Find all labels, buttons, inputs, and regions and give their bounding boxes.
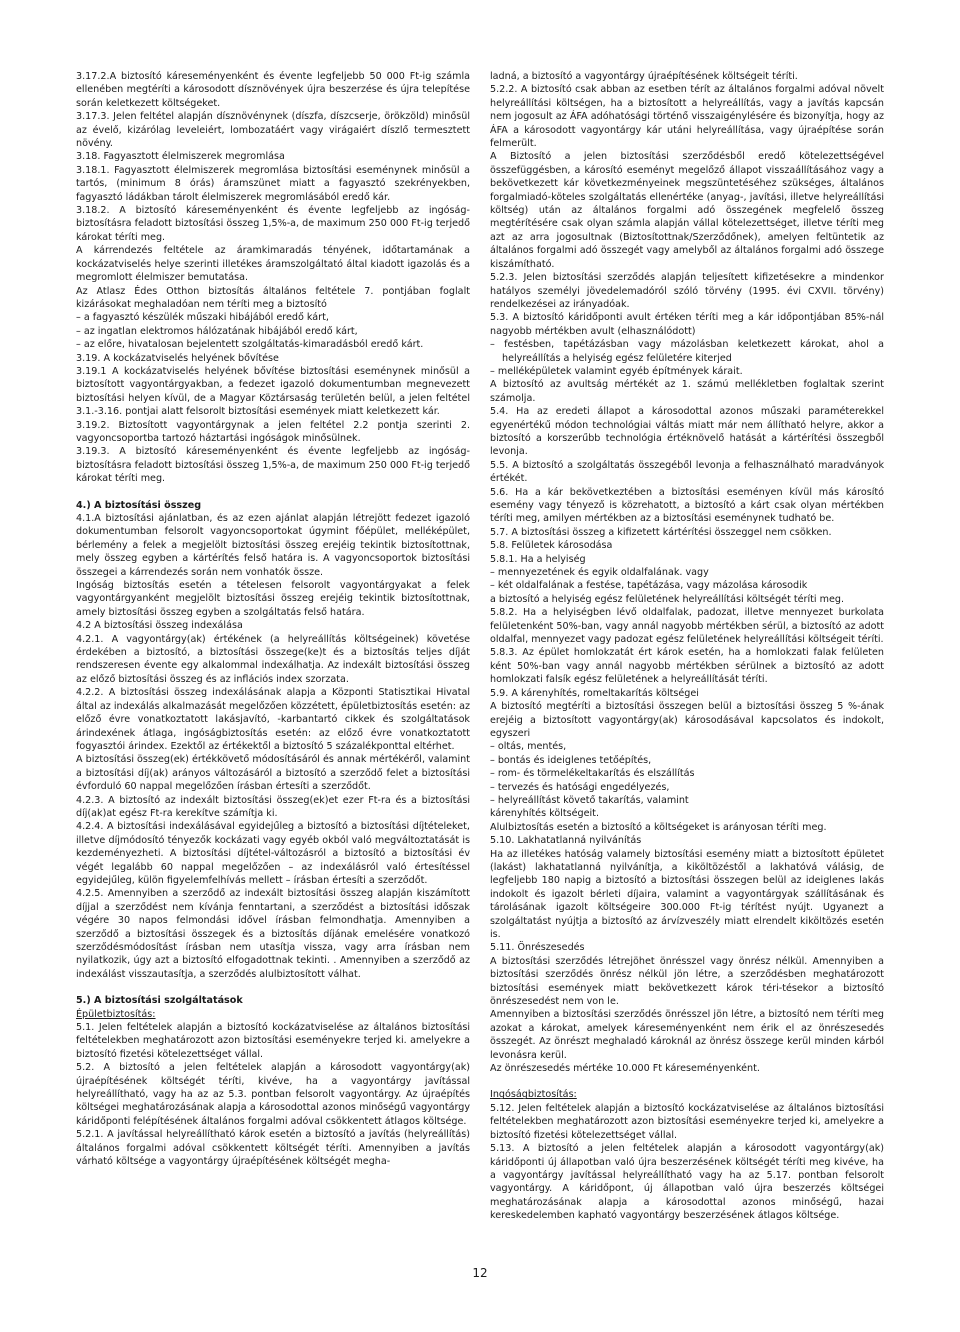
paragraph: 3.19.1 A kockázatviselés helyének bővítése biztosítási eseménynek minősül a biztosított vagyontárgyakban, a fedezet igazoló dokumentumban megnevezett biztosítási helyen kívül, de a Magyar Köztársaság területén belül, a jelen feltétel 3.1.-3.16. pontjai alatt felsorolt biztosítási események miatt keletkezett kár. <box>76 365 470 418</box>
paragraph: Amennyiben a biztosítási szerződés önrésszel jön létre, a biztosító nem téríti meg azokat a károkat, amelyek káreseményenként nem érik el az önrészesedés összegét. Az önrészt meghaladó károknál az önrész összege kerül minden kárból levonásra kerül. <box>490 1009 884 1061</box>
paragraph: Alulbiztosítás esetén a biztosító a költségeket is arányosan téríti meg. <box>490 821 827 833</box>
paragraph: 5.2. A biztosító a jelen feltételek alapján a károsodott vagyontárgy(ak) újraépítésének költségét téríti, kivéve, ha a vagyontárgy javítással helyreállítható, vagy ha az az 5.3. pontban felsorolt vagyontárgy. Az újraépítés költségei meghatározásának alapja a károsodottal azonos minőségű vagyontárgy káridőponti felépítésének általános forgalmi adóval csökkentett átlagos költsége. <box>76 1062 470 1127</box>
paragraph: 3.18.2. A biztosító káreseményenként és évente legfeljebb az ingóság-biztosításra feladott biztosítási összeg 1,5%-a, de maximum 250 000 Ft-ig terjedő károkat téríti meg. <box>76 205 470 243</box>
paragraph: 4.2.1. A vagyontárgy(ak) értékének (a helyreállítás költségeinek) követése érdekében a biztosító, a biztosítási összege(ke)t és a biztosítás teljes díját rendszeresen évente egy alkalommal indexálhatja. Az indexált biztosítási összeg az előző biztosítási összeg és az inflációs index szorzata. <box>76 633 470 685</box>
paragraph: A kárrendezés feltétele az áramkimaradás tényének, időtartamának a kockázatviselés helye szerinti illetékes áramszolgáltató által kiadott igazolás és a megromlott élelmiszer bemutatása. <box>76 245 470 284</box>
paragraph: 3.18.1. Fagyasztott élelmiszerek megromlása biztosítási eseménynek minősül a tartós, (minimum 8 órás) áramszünet miatt a fagyasztó szekrényekben, fagyasztó ládákban tárolt élelmiszerek megromlásából eredő kár. <box>76 164 470 203</box>
paragraph: 3.18. Fagyasztott élelmiszerek megromlása <box>76 151 285 163</box>
paragraph: 5.4. Ha az eredeti állapot a károsodottal azonos műszaki paraméterekkel egyenértékű módon technológiai váltás miatt már nem állítható helyre, akkor a biztosító a korszerűbb technológia értéknövelő hatását a kártérítési összegből levonja. <box>490 406 884 458</box>
paragraph: A biztosító megtéríti a biztosítási összegen belül a biztosítási összeg 5 %-ának erejéig a biztosított vagyontárgy(ak) károsodásával kapcsolatos és indokolt, egyszeri <box>490 701 884 739</box>
section-heading: 5.) A biztosítási szolgáltatások <box>76 995 243 1007</box>
list-item: – tervezés és hatósági engedélyezés, <box>490 781 670 793</box>
paragraph: 5.2.1. A javítással helyreállítható károk esetén a biztosító a javítás (helyreállítás) általános forgalmi adóval csökkentett költségét téríti. Amennyiben a javítás várható költsége a vagyontárgy újraépítésének költségét megha- <box>76 1129 470 1168</box>
list-item: – bontás és ideiglenes tetőépítés, <box>490 754 652 766</box>
paragraph: 5.8. Felületek károsodása <box>490 540 613 552</box>
page-number: 12 <box>472 1266 488 1280</box>
paragraph: Ha az illetékes hatóság valamely biztosítási esemény miatt a biztosított épületet (lakást) lakhatatlanná nyilvánítja, a kiköltözéstől a lakhatóvá válásig, de legfeljebb 180 napig a biztosító a biztosítási összegen belül az ideiglenes lakás indokolt és igazolt bérleti díjaira, valamint a vagyontárgyak szállításának és tárolásának igazolt költségeire 300.000 Ft-ig térítést nyújt. Ugyanezt a szolgáltatást nyújtja a biztosító az árvízveszély miatt elrendelt kiköltözés esetén is. <box>490 848 884 940</box>
paragraph: 4.2 A biztosítási összeg indexálása <box>76 620 243 632</box>
paragraph: ladná, a biztosító a vagyontárgy újraépítésének költségeit téríti. <box>490 71 798 82</box>
paragraph: 5.1. Jelen feltételek alapján a biztosító kockázatviselése az általános biztosítási feltételekben meghatározott azon biztosítási eseményekre terjed ki. amelyekre a biztosító fizetési kötelezettséget vállal. <box>76 1022 470 1060</box>
subsection-heading: Ingóságbiztosítás: <box>490 1089 577 1101</box>
list-item: – két oldalfalának a festése, tapétázása, vagy mázolása károsodik <box>490 580 808 592</box>
list-item: – oltás, mentés, <box>490 741 567 753</box>
paragraph: 5.8.1. Ha a helyiség <box>490 553 586 565</box>
paragraph: 5.10. Lakhatatlanná nyilvánítás <box>490 835 642 847</box>
paragraph: 3.19.3. A biztosító káreseményenként és évente legfeljebb az ingóság-biztosításra feladott biztosítási összeg 1,5%-a, de maximum 250 000 Ft-ig terjedő károkat téríti meg. <box>76 446 470 485</box>
paragraph: 5.3. A biztosító káridőponti avult értéken téríti meg a kár időpontjában 85%-nál nagyobb mértékben avult (elhasználódott) <box>490 312 884 337</box>
paragraph: 4.2.5. Amennyiben a szerződő az indexált biztosítási összeg alapján kiszámított díjjal a szerződést nem kívánja fenntartani, a szerződést a biztosítási időszak végére 30 napos felmondási idővel írásban felmondhatja. Amennyiben a szerződő a biztosítási összegek és a biztosítás díjának emelésére vonatkozó szerződésmódosítást írásban nem utasítja vissza, vagy arra írásban nem nyilatkozik, úgy azt a biztosító elfogadottnak tekinti. . Amennyiben a szerződő az indexálást visszautasítja, a szerződés alulbiztosított válhat. <box>76 888 470 980</box>
paragraph: 5.2.2. A biztosító csak abban az esetben térít az általános forgalmi adóval növelt helyreállítási költségen, ha a biztosított a helyreállítás, vagy a javítás kapcsán nem jogosult az ÁFA adóhatósági történő visszaigénylésére és bizonyítja, hogy az ÁFA a károsodott vagyontárgy kár utáni helyreállítása, vagy újraépítése során felmerült. <box>490 84 884 150</box>
paragraph: 5.8.3. Az épület homlokzatát ért károk esetén, ha a homlokzati falak felületen ként 50%-ban vagy annál nagyobb mértékben sérülnek a biztosító az adott homlokzati falsík egész felületének a helyreállítását téríti. <box>490 647 884 686</box>
subsection-heading: Épületbiztosítás: <box>76 1008 156 1020</box>
list-item: – melléképületek valamint egyéb építmények kárait. <box>490 365 743 377</box>
paragraph: 5.11. Önrészesedés <box>490 942 585 954</box>
paragraph: 3.19.2. Biztosított vagyontárgynak a jelen feltétel 2.2 pontja szerinti 2. vagyoncsoportba tartozó háztartási ingóságok minősülnek. <box>76 419 470 444</box>
list-item: – a fagyasztó készülék műszaki hibájából eredő kárt, <box>76 312 329 324</box>
list-item: – festésben, tapétázásban vagy mázolásban keletkezett károkat, ahol a helyreállítás a helyiség egész felületére kiterjed <box>490 339 884 364</box>
paragraph: 4.1.A biztosítási ajánlatban, és az ezen ajánlat alapján létrejött fedezet igazoló dokumentumban felsorolt vagyoncsoportokat úgymint főépület, melléképület, bérlemény a felek a megjelölt biztosítási összeg erejéig tekintik biztosítottnak, mely összeg egyben a kártérítés felső határa is. A vagyoncsoportok biztosítási összegei a kárrendezés során nem vonhatók össze. <box>76 513 470 578</box>
list-item: – rom- és törmelékeltakarítás és elszállítás <box>490 768 695 780</box>
list-item: – helyreállítást követő takarítás, valamint <box>490 794 689 806</box>
paragraph: Ingóság biztosítás esetén a tételesen felsorolt vagyontárgyakat a felek vagyontárgyanként megjelölt biztosítási összeg erejéig tekintik biztosítottnak, amely biztosítási összeg egyben a szolgáltatás felső határa. <box>76 580 470 618</box>
left-column <box>76 70 470 1169</box>
paragraph: 3.19. A kockázatviselés helyének bővítése <box>76 352 279 364</box>
paragraph: 5.9. A kárenyhítés, romeltakarítás költségei <box>490 687 699 699</box>
list-item: – az előre, hivatalosan bejelentett szolgáltatás-kimaradásból eredő kárt. <box>76 339 424 351</box>
paragraph: 5.8.2. Ha a helyiségben lévő oldalfalak, padozat, illetve mennyezet burkolata felületenként 50%-ban, vagy annál nagyobb mértékben sérül, a biztosító az adott oldalfal, mennyezet vagy padozat egész felületének helyreállítási költségeit téríti. <box>490 607 884 646</box>
paragraph: 5.13. A biztosító a jelen feltételek alapján a károsodott vagyontárgy(ak) káridőponti új állapotban való újra beszerzésének költségét téríti meg kivéve, ha a vagyontárgy javítással helyreállítható vagy ha az 5.17. pontban felsorolt vagyontárgy. A káridőpont, új állapotban való újra beszerzés költségei meghatározásának alapja a károsodottal azonos minőségű, hazai kereskedelemben kapható vagyontárgy beszerzésének átlagos költsége. <box>490 1143 884 1222</box>
paragraph: Az önrészesedés mértéke 10.000 Ft káreseményenként. <box>490 1063 760 1075</box>
section-heading: 4.) A biztosítási összeg <box>76 499 202 511</box>
paragraph: A biztosító az avultság mértékét az 1. számú mellékletben foglaltak szerint számolja. <box>490 379 884 404</box>
paragraph: 4.2.3. A biztosító az indexált biztosítási összeg(ek)et ezer Ft-ra és a biztosítási díj(ak)at egész Ft-ra kerekítve számítja ki. <box>76 794 470 819</box>
paragraph: 4.2.2. A biztosítási összeg indexálásának alapja a Központi Statisztikai Hivatal által az indexálás alkalmazását megelőzően közzétett, épületbiztosítás esetén: az előző évre vonatkoztatott lakásjavító, -karbantartó cikkek és szolgáltatások árindexének átlaga, ingóságbiztosítás esetén: az előző évre vonatkoztatott fogyasztói árindex. Ezektől az értékektől a biztosító 5 százalékponttal eltérhet. <box>76 687 470 752</box>
paragraph: 4.2.4. A biztosítási indexálásával egyidejűleg a biztosító a biztosítási díjtételeket, illetve díjmódosító tényezők kockázati vagy egyéb okból való megváltoztatását is kezdeményezheti. A biztosítási díjtétel-változásról a biztosító a biztosítási év végét legalább 60 nappal megelőzően – az indexálásról való értesítéssel egyidejűleg, külön figyelemfelhívás mellett – írásban értesíti a szerződőt. <box>76 821 470 886</box>
paragraph: 5.12. Jelen feltételek alapján a biztosító kockázatviselése az általános biztosítási feltételekben meghatározott azon biztosítási eseményekre terjed ki, amelyekre a biztosító fizetési kötelezettséget vállal. <box>490 1102 884 1141</box>
paragraph: 5.6. Ha a kár bekövetkeztében a biztosítási eseményen kívül más károsító esemény vagy tényező is közrehatott, a biztosító a kárt csak olyan mértékben téríti meg, amilyen mértékben az a biztosítási eseménynek tudható be. <box>490 486 884 525</box>
paragraph: 5.7. A biztosítási összeg a kifizetett kártérítési összeggel nem csökken. <box>490 526 832 538</box>
paragraph: 5.5. A biztosító a szolgáltatás összegéből levonja a felhasználható maradványok értékét. <box>490 459 884 485</box>
right-column <box>490 70 884 1223</box>
paragraph: A biztosítási szerződés létrejöhet önrésszel vagy önrész nélkül. Amennyiben a biztosítási szerződés önrész nélkül jön létre, a szerződésben meghatározott biztosítási események miatt bekövetkezett károk téri-tésekor a biztosító önrészesedést nem von le. <box>490 955 884 1008</box>
paragraph: A Biztosító a jelen biztosítási szerződésből eredő kötelezettségével összefüggésben, a károsító eseményt megelőző állapot visszaállításához vagy a bekövetkezett kár következményeinek megszüntetéséhez szükséges, általános forgalmiadó-köteles szolgáltatás ellenértéke (anyag-, javítási, illetve helyreállítási költség) után az általános forgalmi adó összegének megfelelő összeg megtérítésére csak olyan számla alapján vállal kötelezettséget, illetve téríti meg azt az arra jogosultnak (Biztosítottnak/Szerződőnek), amelyen feltüntetik az általános forgalmi adó összegét vagy amelyből az általános forgalmi adó összege kiszámítható. <box>490 151 884 270</box>
paragraph: 3.17.2.A biztosító káreseményenként és évente legfeljebb 50 000 Ft-ig számla ellenében megtéríti a károsodott dísznövények újra beszerzése és újra telepítése során keletkezett költségeket. <box>76 71 470 109</box>
list-item: – mennyezetének és egyik oldalfalának. vagy <box>490 567 709 579</box>
paragraph: a biztosító a helyiség egész felületének helyreállítási költségét téríti meg. <box>490 593 845 605</box>
paragraph: 5.2.3. Jelen biztosítási szerződés alapján teljesített kifizetésekre a mindenkor hatályos személyi jövedelemadóról szóló törvény (1995. évi CXVII. törvény) rendelkezései az irányadóak. <box>490 272 884 310</box>
paragraph: 3.17.3. Jelen feltétel alapján dísznövénynek (díszfa, díszcserje, örökzöld) minősül az évelő, kizárólag leveleiért, lombozatáért vagy virágaiért díszlő termesztett növény. <box>76 111 470 150</box>
list-item: – az ingatlan elektromos hálózatának hibájából eredő kárt, <box>76 325 358 337</box>
paragraph: Az Atlasz Édes Otthon biztosítás általános feltétele 7. pontjában foglalt kizárásokat meghaladóan nem téríti meg a biztosító <box>76 285 470 310</box>
paragraph: A biztosítási összeg(ek) értékkövető módosításáról és annak mértékéről, valamint a biztosítási díj(ak) arányos változásáról a biztosító a szerződő felet a biztosítási évforduló 60 nappal megelőzően írásban értesíti a szerződőt. <box>76 754 470 793</box>
paragraph: kárenyhítés költségeit. <box>490 808 599 820</box>
